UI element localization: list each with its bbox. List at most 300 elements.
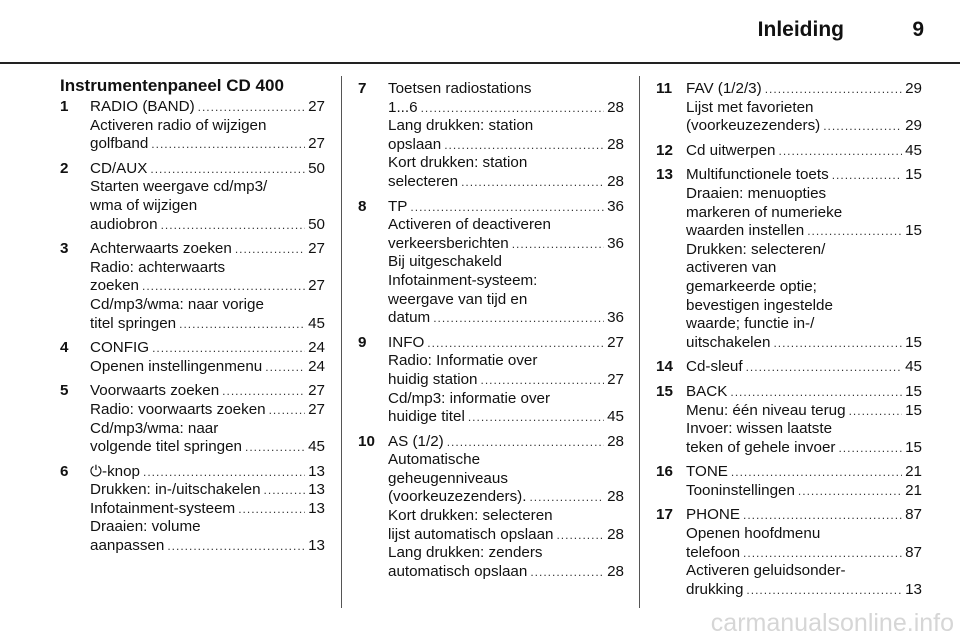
page-reference-link[interactable]: 24 (308, 357, 325, 375)
page-reference-link[interactable]: 28 (607, 135, 624, 153)
entry-text: opslaan (388, 135, 442, 153)
entry-line (686, 463, 922, 482)
dot-leader (222, 382, 305, 401)
entry-text: huidige titel (388, 408, 465, 426)
entry-line (90, 481, 325, 500)
index-entry-11 (656, 80, 922, 136)
entry-line (90, 463, 325, 482)
entry-text: geheugenniveaus (388, 469, 508, 487)
entry-text: selecteren (388, 172, 459, 190)
entry-text: teken of gehele invoer (686, 438, 836, 456)
dot-leader (143, 463, 305, 482)
entry-text: Openen instellingenmenu (90, 357, 263, 375)
column-divider (341, 76, 342, 608)
entry-text: Openen hoofdmenu (686, 525, 821, 543)
page-reference-link[interactable]: 50 (308, 159, 325, 177)
dot-leader (730, 383, 902, 402)
entry-line (686, 222, 922, 241)
entry-text: Automatische (388, 451, 481, 469)
dot-leader (444, 136, 604, 155)
entry-line (686, 241, 922, 260)
index-entry-3 (60, 240, 325, 333)
entry-line (90, 420, 325, 439)
entry-text: PHONE (686, 506, 741, 524)
dot-leader (461, 173, 604, 192)
entry-line (90, 438, 325, 457)
entry-number: 16 (656, 463, 673, 481)
page-reference-link[interactable]: 13 (308, 481, 325, 499)
entry-text: INFO (388, 333, 425, 351)
entry-text: BACK (686, 382, 728, 400)
entry-line (90, 197, 325, 216)
entry-text: Activeren of deactiveren (388, 216, 551, 234)
page-reference-link[interactable]: 21 (905, 463, 922, 481)
entry-lines (686, 383, 922, 457)
entry-line (90, 315, 325, 334)
entry-line (388, 309, 624, 328)
dot-leader (410, 198, 604, 217)
entry-line (90, 160, 325, 179)
entry-lines (90, 98, 325, 154)
entry-line (388, 253, 624, 272)
entry-number: 8 (358, 197, 367, 215)
dot-leader (179, 315, 305, 334)
entry-line (686, 506, 922, 525)
page-reference-link[interactable]: 28 (607, 488, 624, 506)
dot-leader (265, 358, 305, 377)
index-entry-9 (358, 334, 624, 427)
entry-text: Lijst met favorieten (686, 98, 814, 116)
entry-line (388, 563, 624, 582)
entry-line (388, 334, 624, 353)
dot-leader (512, 235, 604, 254)
entry-number: 10 (358, 432, 375, 450)
index-entry-16 (656, 463, 922, 500)
entry-text: Kort drukken: station (388, 154, 528, 172)
entry-line (388, 291, 624, 310)
entry-text: datum (388, 309, 431, 327)
entry-text: Lang drukken: zenders (388, 544, 543, 562)
entry-lines (686, 506, 922, 599)
entry-line (90, 537, 325, 556)
page-reference-link[interactable]: 28 (607, 562, 624, 580)
entry-text: Starten weergave cd/mp3/ (90, 178, 268, 196)
page-reference-link[interactable]: 27 (607, 370, 624, 388)
page-reference-link[interactable]: 28 (607, 98, 624, 116)
dot-leader (529, 488, 604, 507)
index-entry-4 (60, 339, 325, 376)
entry-text: Infotainment-systeem (90, 499, 236, 517)
watermark: carmanualsonline.info (710, 609, 954, 637)
entry-lines (686, 80, 922, 136)
entry-text: CONFIG (90, 339, 150, 357)
entry-line (686, 204, 922, 223)
dot-leader (838, 439, 902, 458)
dot-leader (235, 240, 305, 259)
page-reference-link[interactable]: 36 (607, 234, 624, 252)
page-reference-link[interactable]: 24 (308, 339, 325, 357)
entry-text: Draaien: volume (90, 518, 201, 536)
page-reference-link[interactable]: 13 (308, 462, 325, 480)
entry-lines (90, 382, 325, 456)
dot-leader (779, 142, 903, 161)
entry-text: waarde; functie in-/ (686, 315, 815, 333)
dot-leader (765, 80, 902, 99)
page-reference-link[interactable]: 45 (607, 408, 624, 426)
dot-leader (731, 463, 902, 482)
entry-line (686, 383, 922, 402)
entry-line (90, 296, 325, 315)
entry-line (388, 272, 624, 291)
entry-line (90, 178, 325, 197)
entry-line (686, 581, 922, 600)
entry-text: Lang drukken: station (388, 117, 534, 135)
entry-line (686, 544, 922, 563)
page-reference-link[interactable]: 27 (308, 400, 325, 418)
dot-leader (151, 135, 305, 154)
entry-line (90, 401, 325, 420)
dot-leader (823, 117, 902, 136)
page-reference-link[interactable]: 27 (308, 98, 325, 115)
entry-text: wma of wijzigen (90, 196, 198, 214)
entry-lines (388, 80, 624, 192)
entry-text: golfband (90, 135, 149, 153)
page-reference-link[interactable]: 45 (905, 141, 922, 159)
entry-lines (388, 433, 624, 582)
dot-leader (832, 166, 902, 185)
index-entry-2 (60, 160, 325, 234)
page-reference-link[interactable]: 27 (308, 135, 325, 153)
entry-text: ⏻-knop (90, 462, 141, 480)
entry-text: telefoon (686, 543, 741, 561)
entry-number: 9 (358, 333, 367, 351)
entry-text: Cd-sleuf (686, 358, 743, 376)
entry-line (686, 99, 922, 118)
entry-line (90, 500, 325, 519)
entry-text: Radio: Informatie over (388, 352, 538, 370)
dot-leader (746, 358, 903, 377)
entry-line (686, 166, 922, 185)
entry-text: Cd/mp3: informatie over (388, 389, 551, 407)
page-reference-link[interactable]: 28 (607, 432, 624, 450)
entry-text: Invoer: wissen laatste (686, 420, 833, 438)
index-entry-14 (656, 358, 922, 377)
dot-leader (269, 401, 306, 420)
entry-text: TP (388, 197, 408, 215)
entry-text: Drukken: selecteren/ (686, 240, 826, 258)
entry-line (686, 297, 922, 316)
entry-text: huidig station (388, 370, 478, 388)
entry-text: bevestigen ingestelde (686, 296, 833, 314)
entry-line (388, 371, 624, 390)
entry-line (686, 525, 922, 544)
entry-number: 4 (60, 339, 69, 357)
page-reference-link[interactable]: 29 (905, 80, 922, 97)
index-entry-13 (656, 166, 922, 352)
entry-line (388, 544, 624, 563)
entry-line (90, 277, 325, 296)
entry-line (686, 334, 922, 353)
entry-text: lijst automatisch opslaan (388, 525, 554, 543)
entry-line (686, 439, 922, 458)
entry-line (90, 240, 325, 259)
entry-line (686, 259, 922, 278)
entry-text: Menu: één niveau terug (686, 401, 846, 419)
entry-line (686, 358, 922, 377)
entry-text: weergave van tijd en (388, 290, 528, 308)
entry-text: CD/AUX (90, 159, 148, 177)
entry-text: aanpassen (90, 537, 165, 555)
dot-leader (773, 334, 902, 353)
entry-text: RADIO (BAND) (90, 98, 195, 115)
page-reference-link[interactable]: 28 (607, 525, 624, 543)
entry-line (686, 482, 922, 501)
entry-text: Bij uitgeschakeld (388, 253, 502, 271)
dot-leader (743, 544, 902, 563)
index-entry-10 (358, 433, 624, 582)
entry-line (686, 117, 922, 136)
entry-text: Cd uitwerpen (686, 141, 776, 159)
entry-text: Infotainment-systeem: (388, 271, 538, 289)
entry-line (686, 142, 922, 161)
entry-line (388, 80, 624, 99)
entry-text: Draaien: menuopties (686, 184, 827, 202)
page-reference-link[interactable]: 15 (905, 401, 922, 419)
entry-line (686, 185, 922, 204)
entry-text: uitschakelen (686, 333, 771, 351)
page-reference-link[interactable]: 27 (308, 277, 325, 295)
index-entry-6 (60, 463, 325, 556)
page-reference-link[interactable]: 87 (905, 543, 922, 561)
entry-number: 17 (656, 506, 673, 524)
entry-line (388, 408, 624, 427)
page-header (0, 0, 960, 66)
index-entry-7 (358, 80, 624, 192)
entry-text: Cd/mp3/wma: naar (90, 419, 219, 437)
entry-text: automatisch opslaan (388, 562, 528, 580)
entry-line (686, 80, 922, 99)
page-reference-link[interactable]: 15 (905, 222, 922, 240)
page-reference-link[interactable]: 45 (905, 358, 922, 376)
entry-lines (388, 198, 624, 328)
entry-text: Radio: voorwaarts zoeken (90, 400, 266, 418)
entry-number: 7 (358, 80, 367, 97)
entry-text: TONE (686, 463, 728, 481)
entry-line (686, 315, 922, 334)
dot-leader (198, 98, 305, 117)
entry-line (686, 402, 922, 421)
page-reference-link[interactable]: 13 (905, 580, 922, 598)
dot-leader (245, 438, 305, 457)
entry-text: Drukken: in-/uitschakelen (90, 481, 261, 499)
entry-line (90, 382, 325, 401)
entry-line (388, 173, 624, 192)
entry-number: 14 (656, 358, 673, 376)
dot-leader (468, 408, 604, 427)
entry-line (90, 216, 325, 235)
entry-text: titel springen (90, 314, 177, 332)
entry-line (388, 352, 624, 371)
page-reference-link[interactable]: 50 (308, 215, 325, 233)
page-reference-link[interactable]: 27 (308, 240, 325, 258)
page-reference-link[interactable]: 13 (308, 537, 325, 555)
section-title: Instrumentenpaneel CD 400 (60, 76, 284, 95)
page-reference-link[interactable]: 29 (905, 117, 922, 135)
entry-lines (686, 142, 922, 161)
index-entry-15 (656, 383, 922, 457)
entry-line (388, 136, 624, 155)
entry-text: Activeren geluidsonder- (686, 562, 846, 580)
entry-lines (90, 160, 325, 234)
dot-leader (152, 339, 305, 358)
index-entry-5 (60, 382, 325, 456)
column-1 (60, 76, 325, 562)
entry-lines (686, 463, 922, 500)
entry-number: 3 (60, 240, 69, 258)
page-reference-link[interactable]: 27 (607, 333, 624, 351)
entry-text: audiobron (90, 215, 158, 233)
entry-line (388, 507, 624, 526)
index-entry-12 (656, 142, 922, 161)
page-reference-link[interactable]: 87 (905, 506, 922, 524)
entry-line (388, 451, 624, 470)
dot-leader (238, 500, 305, 519)
dot-leader (447, 433, 604, 452)
entry-text: 1...6 (388, 98, 418, 116)
entry-text: AS (1/2) (388, 432, 444, 450)
entry-text: verkeersberichten (388, 234, 509, 252)
page-reference-link[interactable]: 13 (308, 499, 325, 517)
entry-text: waarden instellen (686, 222, 805, 240)
entry-line (90, 358, 325, 377)
page-title: Inleiding (757, 18, 844, 41)
entry-text: (voorkeuzezenders). (388, 488, 527, 506)
entry-line (686, 278, 922, 297)
dot-leader (798, 482, 902, 501)
entry-line (90, 135, 325, 154)
entry-text: Multifunctionele toets (686, 166, 829, 184)
dot-leader (556, 526, 604, 545)
page-reference-link[interactable]: 15 (905, 333, 922, 351)
dot-leader (807, 222, 902, 241)
entry-lines (90, 463, 325, 556)
entry-text: Kort drukken: selecteren (388, 507, 553, 525)
entry-line (388, 433, 624, 452)
entry-line (388, 390, 624, 409)
dot-leader (421, 99, 605, 118)
dot-leader (161, 216, 306, 235)
entry-number: 5 (60, 382, 69, 400)
entry-line (388, 117, 624, 136)
dot-leader (142, 277, 305, 296)
entry-text: Activeren radio of wijzigen (90, 116, 267, 134)
dot-leader (433, 309, 604, 328)
entry-text: markeren of numerieke (686, 203, 843, 221)
entry-line (388, 488, 624, 507)
entry-text: Tooninstellingen (686, 481, 795, 499)
page-reference-link[interactable]: 36 (607, 309, 624, 327)
dot-leader (481, 371, 605, 390)
page-reference-link[interactable]: 15 (905, 382, 922, 400)
header-rule (0, 62, 960, 64)
entry-line (388, 470, 624, 489)
column-2 (358, 80, 624, 587)
dot-leader (264, 481, 306, 500)
entry-lines (90, 240, 325, 333)
entry-line (388, 526, 624, 545)
entry-line (388, 154, 624, 173)
entry-text: (voorkeuzezenders) (686, 117, 821, 135)
page-reference-link[interactable]: 27 (308, 382, 325, 400)
entry-lines (388, 334, 624, 427)
entry-text: activeren van (686, 259, 777, 277)
index-entry-17 (656, 506, 922, 599)
column-3 (656, 80, 922, 605)
entry-text: gemarkeerde optie; (686, 277, 817, 295)
entry-line (388, 198, 624, 217)
entry-number: 15 (656, 382, 673, 400)
entry-line (686, 420, 922, 439)
dot-leader (150, 160, 305, 179)
entry-number: 13 (656, 166, 673, 184)
entry-line (90, 117, 325, 136)
entry-text: Cd/mp3/wma: naar vorige (90, 295, 264, 313)
page-reference-link[interactable]: 45 (308, 314, 325, 332)
entry-line (388, 216, 624, 235)
entry-lines (686, 166, 922, 352)
dot-leader (530, 563, 604, 582)
dot-leader (743, 506, 902, 525)
entry-line (90, 259, 325, 278)
entry-text: drukking (686, 580, 744, 598)
page-reference-link[interactable]: 36 (607, 197, 624, 215)
entry-text: volgende titel springen (90, 438, 242, 456)
dot-leader (427, 334, 604, 353)
page-reference-link[interactable]: 21 (905, 481, 922, 499)
entry-text: Achterwaarts zoeken (90, 240, 232, 258)
entry-line (90, 339, 325, 358)
entry-text: Toetsen radiostations (388, 80, 532, 97)
page-reference-link[interactable]: 45 (308, 438, 325, 456)
entry-text: FAV (1/2/3) (686, 80, 762, 97)
dot-leader (849, 402, 903, 421)
index-entry-8 (358, 198, 624, 328)
dot-leader (746, 581, 902, 600)
entry-line (90, 98, 325, 117)
entry-line (90, 518, 325, 537)
entry-line (388, 235, 624, 254)
entry-number: 11 (656, 80, 673, 97)
index-entry-1 (60, 98, 325, 154)
column-divider (639, 76, 640, 608)
entry-line (686, 562, 922, 581)
entry-number: 12 (656, 141, 673, 159)
page-reference-link[interactable]: 15 (905, 166, 922, 184)
entry-number: 1 (60, 98, 69, 115)
entry-lines (90, 339, 325, 376)
dot-leader (167, 537, 305, 556)
page-reference-link[interactable]: 28 (607, 172, 624, 190)
entry-text: Radio: achterwaarts (90, 258, 226, 276)
entry-text: zoeken (90, 277, 139, 295)
entry-number: 2 (60, 159, 69, 177)
entry-lines (686, 358, 922, 377)
entry-text: Voorwaarts zoeken (90, 382, 220, 400)
entry-number: 6 (60, 462, 69, 480)
page-reference-link[interactable]: 15 (905, 438, 922, 456)
page-number: 9 (912, 18, 924, 41)
entry-line (388, 99, 624, 118)
